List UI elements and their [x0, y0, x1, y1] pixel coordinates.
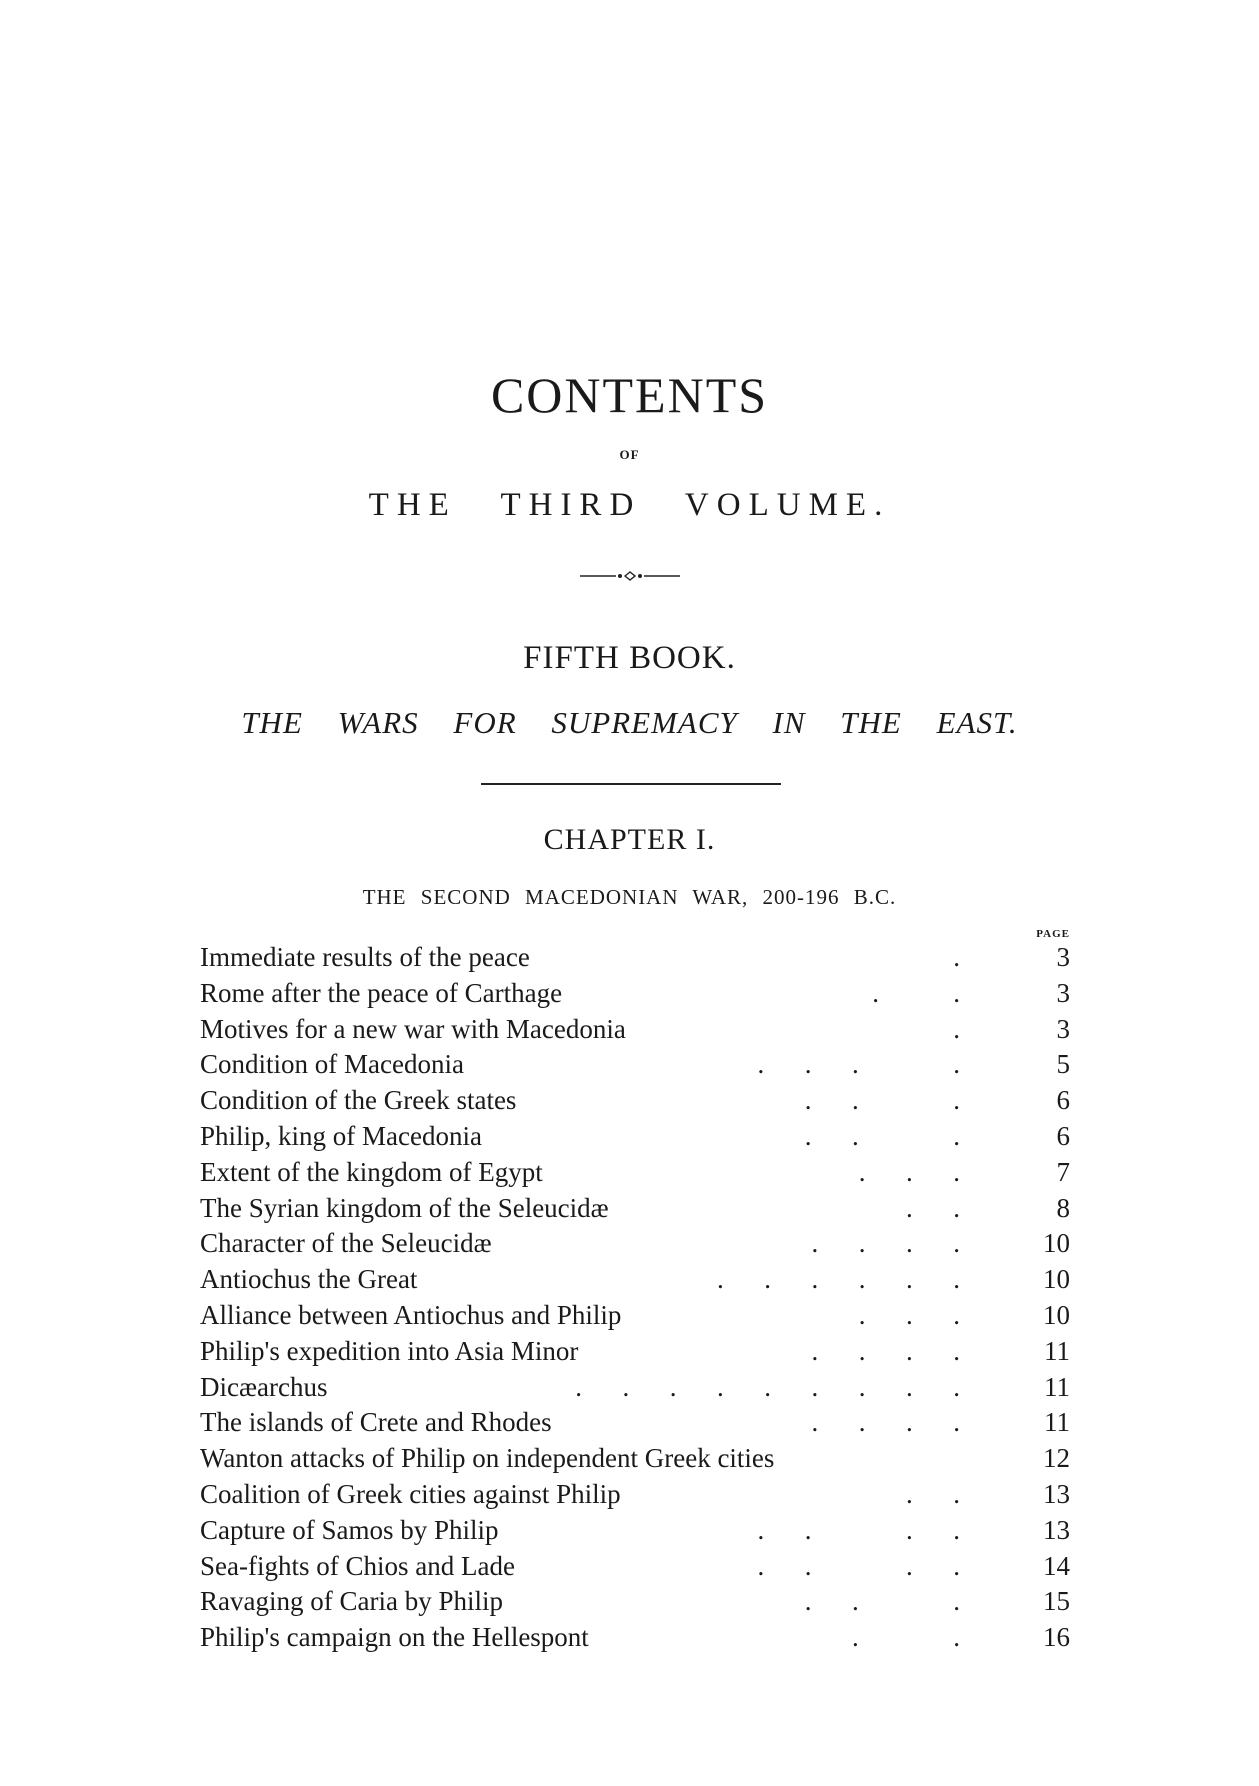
- toc-entry-leader-dots: . . .: [804, 1586, 960, 1617]
- toc-entry-leader-dots: . .: [852, 1622, 960, 1653]
- toc-entry-topic: Alliance between Antiochus and Philip: [200, 1299, 622, 1330]
- toc-entry-page-number: 6: [1056, 1120, 1070, 1151]
- toc-entry-page-number: 7: [1056, 1156, 1070, 1187]
- toc-entry-page-number: 11: [1044, 1335, 1070, 1366]
- toc-entry: [200, 1513, 1070, 1549]
- toc-entry: [200, 1405, 1070, 1441]
- toc-entry: [200, 1119, 1070, 1155]
- toc-entry: [200, 1370, 1070, 1406]
- toc-entry-topic: Condition of Macedonia: [200, 1049, 464, 1080]
- toc-entry-leader-dots: . . . .: [757, 1514, 960, 1545]
- toc-entry-page-number: 13: [1043, 1478, 1070, 1509]
- toc-entry: [200, 1334, 1070, 1370]
- toc-entry-page-number: 14: [1043, 1550, 1070, 1581]
- toc-entry: [200, 1298, 1070, 1334]
- toc-entry-leader-dots: . . . .: [757, 1550, 960, 1581]
- toc-entry-topic: Extent of the kingdom of Egypt: [200, 1156, 543, 1187]
- toc-entry: [200, 1047, 1070, 1083]
- toc-entry-page-number: 11: [1044, 1371, 1070, 1402]
- chapter-title: CHAPTER I.: [543, 823, 716, 856]
- toc-entry-page-number: 10: [1043, 1299, 1070, 1330]
- toc-entry-topic: Wanton attacks of Philip on independent Greek cities: [200, 1443, 775, 1474]
- contents-title: CONTENTS: [490, 367, 769, 423]
- toc-entry-topic: The Syrian kingdom of the Seleucidæ: [200, 1192, 609, 1223]
- chapter-subtitle: THE SECOND MACEDONIAN WAR, 200-196 B.C.: [362, 885, 897, 909]
- toc-entry-page-number: 12: [1043, 1443, 1070, 1474]
- toc-entry-topic: Motives for a new war with Macedonia: [200, 1013, 626, 1044]
- toc-entry-topic: Immediate results of the peace: [200, 942, 530, 972]
- toc-entry: [200, 940, 1070, 976]
- toc-entry-leader-dots: . . . . . .: [717, 1264, 960, 1295]
- toc-entry-topic: Sea-fights of Chios and Lade: [200, 1550, 515, 1581]
- toc-entry-topic: Philip, king of Macedonia: [200, 1120, 482, 1151]
- toc-entry-page-number: 3: [1056, 942, 1070, 972]
- toc-entry: [200, 1226, 1070, 1262]
- toc-list: [200, 940, 1070, 1656]
- toc-entry-page-number: 16: [1043, 1622, 1070, 1653]
- toc-entry-topic: Ravaging of Caria by Philip: [200, 1586, 503, 1617]
- toc-entry-topic: Coalition of Greek cities against Philip: [200, 1478, 621, 1509]
- toc-entry-page-number: 8: [1056, 1192, 1070, 1223]
- toc-entry-page-number: 11: [1044, 1407, 1070, 1438]
- toc-entry-leader-dots: . . .: [804, 1120, 960, 1151]
- volume-title: THE THIRD VOLUME.: [368, 487, 891, 523]
- toc-entry-leader-dots: . . . .: [811, 1335, 960, 1366]
- toc-entry-page-number: 13: [1043, 1514, 1070, 1545]
- toc-entry-page-number: 10: [1043, 1264, 1070, 1295]
- toc-entry: [200, 1549, 1070, 1585]
- book-subtitle: THE WARS FOR SUPREMACY IN THE EAST.: [241, 705, 1018, 740]
- toc-entry-topic: The islands of Crete and Rhodes: [200, 1407, 552, 1438]
- toc-entry-leader-dots: .: [953, 942, 960, 972]
- toc-entry: [200, 1441, 1070, 1477]
- ornament-icon: [580, 566, 680, 586]
- toc-entry-page-number: 15: [1043, 1586, 1070, 1617]
- page-column-label: PAGE: [1036, 928, 1070, 940]
- toc-entry-leader-dots: . . .: [858, 1299, 960, 1330]
- toc-entry-leader-dots: . .: [906, 1478, 960, 1509]
- toc-entry-topic: Condition of the Greek states: [200, 1085, 517, 1116]
- toc-entry: [200, 1262, 1070, 1298]
- toc-entry-topic: Capture of Samos by Philip: [200, 1514, 499, 1545]
- toc-entry-leader-dots: . . . .: [811, 1407, 960, 1438]
- toc-entry-page-number: 6: [1056, 1085, 1070, 1116]
- toc-entry: [200, 1083, 1070, 1119]
- toc-entry: [200, 976, 1070, 1012]
- toc-entry: [200, 1191, 1070, 1227]
- toc-entry-topic: Philip's campaign on the Hellespont: [200, 1622, 589, 1653]
- book-title: FIFTH BOOK.: [523, 640, 736, 676]
- toc-entry-page-number: 3: [1056, 977, 1070, 1008]
- toc-entry-leader-dots: . .: [906, 1192, 960, 1223]
- ornament-divider: [0, 566, 1259, 586]
- toc-entry-leader-dots: . . .: [804, 1085, 960, 1116]
- contents-of-label: OF: [619, 447, 640, 462]
- toc-entry-topic: Dicæarchus: [200, 1371, 328, 1402]
- toc-entry-leader-dots: . . . . . . . . .: [575, 1371, 960, 1402]
- toc-entry-topic: Philip's expedition into Asia Minor: [200, 1335, 579, 1366]
- toc-entry-topic: Character of the Seleucidæ: [200, 1228, 492, 1259]
- toc-entry: [200, 1012, 1070, 1048]
- toc-entry: [200, 1620, 1070, 1656]
- section-rule: [481, 783, 781, 785]
- toc-entry-leader-dots: . . . .: [811, 1228, 960, 1259]
- toc-entry-leader-dots: . . . .: [757, 1049, 960, 1080]
- toc-entry-leader-dots: . . .: [858, 1156, 960, 1187]
- toc-entry: [200, 1155, 1070, 1191]
- toc-entry-leader-dots: .: [953, 1013, 960, 1044]
- toc-entry-topic: Rome after the peace of Carthage: [200, 977, 563, 1008]
- toc-entry-page-number: 5: [1056, 1049, 1070, 1080]
- toc-entry-page-number: 3: [1056, 1013, 1070, 1044]
- toc-entry-topic: Antiochus the Great: [200, 1264, 418, 1295]
- toc-entry: [200, 1477, 1070, 1513]
- toc-entry-page-number: 10: [1043, 1228, 1070, 1259]
- toc-entry: [200, 1584, 1070, 1620]
- toc-entry-leader-dots: . .: [872, 977, 960, 1008]
